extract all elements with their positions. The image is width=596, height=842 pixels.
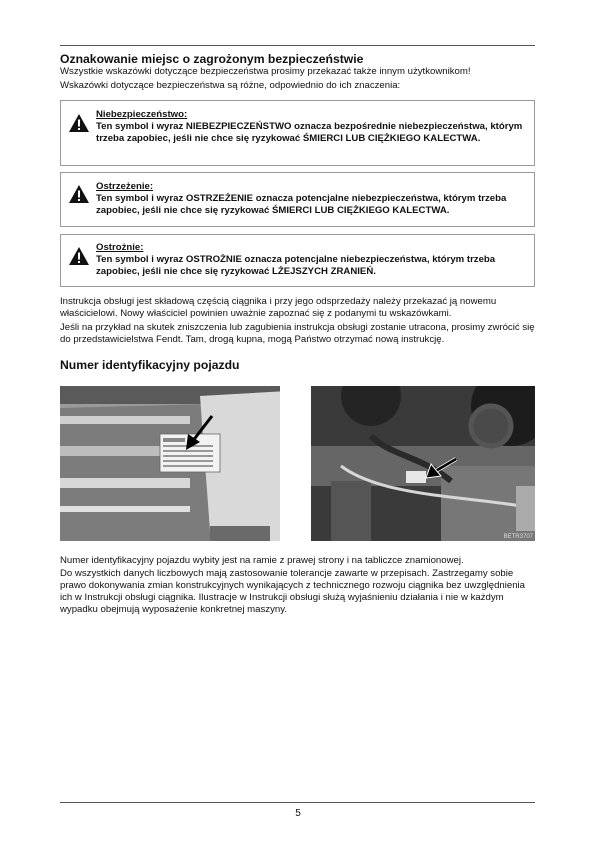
- safety-intro-1: Wszystkie wskazówki dotyczące bezpieczeństwa prosimy przekazać także innym użytkownikom!: [60, 66, 471, 77]
- tolerances-text: Do wszystkich danych liczbowych mają zastosowanie tolerancje zawarte w przepisach. Zastrzegamy sobie prawo dokonywania zmian konstrukcyjnych wynikających z technicznego rozwoju ciągnika bez uwzględnienia ich w Instrukcji obsługi ciągnika. Ilustracje w Instrukcji obsługi służą wyjaśnieniu działania i nie w każdym wypadku obejmują wyposażenie konkretnej maszyny.: [60, 568, 526, 615]
- warning-title: Ostrzeżenie:: [96, 181, 154, 192]
- frame-stamping-photo: [311, 386, 535, 541]
- caution-box: [60, 234, 535, 287]
- manual-handover-text: Instrukcja obsługi jest składową częścią ciągnika i przy jego odsprzedaży należy przekazać ją nowemu właścicielowi. Nowy właściciel powinien uważnie zapoznać się z podanymi tu wskazówkami.: [60, 296, 497, 319]
- danger-title: Niebezpieczeństwo:: [96, 109, 188, 120]
- top-rule: [60, 45, 535, 46]
- section-title-safety: Oznakowanie miejsc o zagrożonym bezpieczeństwie: [60, 52, 364, 66]
- caution-title: Ostrożnie:: [96, 242, 144, 253]
- manual-replacement-text: Jeśli na przykład na skutek zniszczenia lub zagubienia instrukcja obsługi zostanie utracona, prosimy zwrócić się do przedstawicielstwa Fendt. Tam, drogą kupna, mogą Państwo otrzymać nową instrukcję.: [60, 322, 535, 345]
- warning-text: Ten symbol i wyraz OSTRZEŻENIE oznacza potencjalne niebezpieczeństwa, którym trzeba zapobiec, jeśli nie chce się ryzykować ŚMIERCI LUB CIĘŻKIEGO KALECTWA.: [96, 193, 507, 216]
- warning-triangle-icon: [69, 247, 89, 265]
- caution-text: Ten symbol i wyraz OSTROŻNIE oznacza potencjalne niebezpieczeństwa, którym trzeba zapobiec, jeśli nie chce się ryzykować LŻEJSZYCH ZRANIEŃ.: [96, 254, 496, 277]
- vin-location-text: Numer identyfikacyjny pojazdu wybity jest na ramie z prawej strony i na tabliczce znamionowej.: [60, 555, 464, 566]
- warning-triangle-icon: [69, 185, 89, 203]
- nameplate-photo: [60, 386, 288, 541]
- warning-triangle-icon: [69, 114, 89, 132]
- warning-box: [60, 172, 535, 227]
- bottom-rule: [60, 802, 535, 803]
- section-title-vin: Numer identyfikacyjny pojazdu: [60, 358, 240, 372]
- danger-box: [60, 100, 535, 166]
- photo-code: BETR3707: [503, 534, 533, 540]
- page-number: 5: [295, 808, 301, 819]
- danger-text: Ten symbol i wyraz NIEBEZPIECZEŃSTWO oznacza bezpośrednie niebezpieczeństwa, którym trzeba zapobiec, jeśli nie chce się ryzykować ŚMIERCI LUB CIĘŻKIEGO KALECTWA.: [96, 121, 523, 144]
- safety-intro-2: Wskazówki dotyczące bezpieczeństwa są różne, odpowiednio do ich znaczenia:: [60, 80, 401, 91]
